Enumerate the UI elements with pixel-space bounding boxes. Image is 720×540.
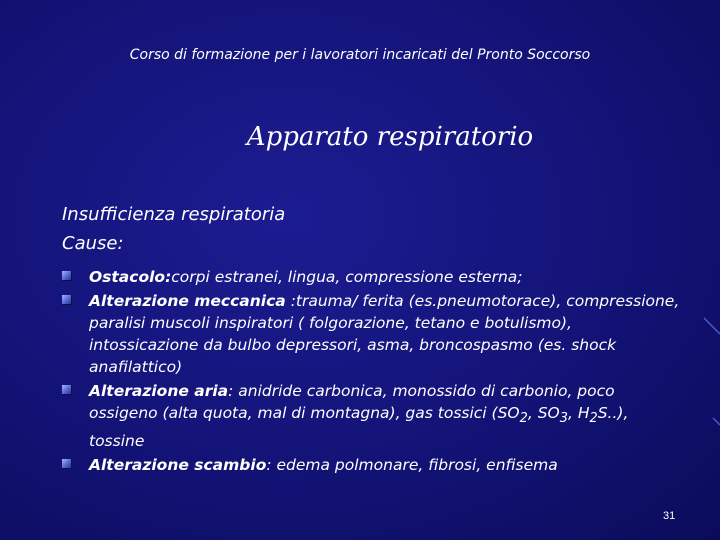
bullet-text: S..), tossine — [89, 404, 629, 451]
bullet-lead: Alterazione meccanica — [89, 292, 286, 310]
bullet-text: , SO — [527, 404, 560, 422]
bullet-lead: Alterazione scambio — [89, 456, 267, 475]
page-number: 31 — [663, 510, 676, 522]
bullet-text: , H — [567, 404, 590, 422]
decorative-line — [704, 318, 720, 334]
subscript: 2 — [519, 411, 528, 427]
subscript: 3 — [559, 411, 568, 427]
section-subtitle: Insufficienza respiratoria — [62, 204, 286, 225]
course-header: Corso di formazione per i lavoratori incaricati del Pronto Soccorso — [129, 47, 591, 63]
subscript: 2 — [589, 411, 598, 427]
bullet-text: corpi estranei, lingua, compressione esterna; — [171, 268, 523, 286]
decorative-line — [713, 418, 720, 425]
bullet-text: : edema polmonare, fibrosi, enfisema — [266, 456, 558, 475]
causes-label: Cause: — [62, 233, 124, 254]
bullet-text: : anidride carbonica, monossido di carbonio, poco ossigeno (alta quota, mal di montagna), gas tossici (SO — [89, 382, 615, 422]
bullet-text: :trauma/ ferita (es.pneumotorace), compressione, paralisi muscoli inspiratori ( folgorazione, tetano e botulismo), intossicazione da bulbo depressori, asma, broncospasmo (es. shock anafilattico) — [89, 292, 680, 376]
bullet-lead: Ostacolo: — [89, 268, 172, 286]
slide-title: Apparato respiratorio — [246, 122, 534, 152]
bullet-lead: Alterazione aria — [89, 382, 229, 400]
